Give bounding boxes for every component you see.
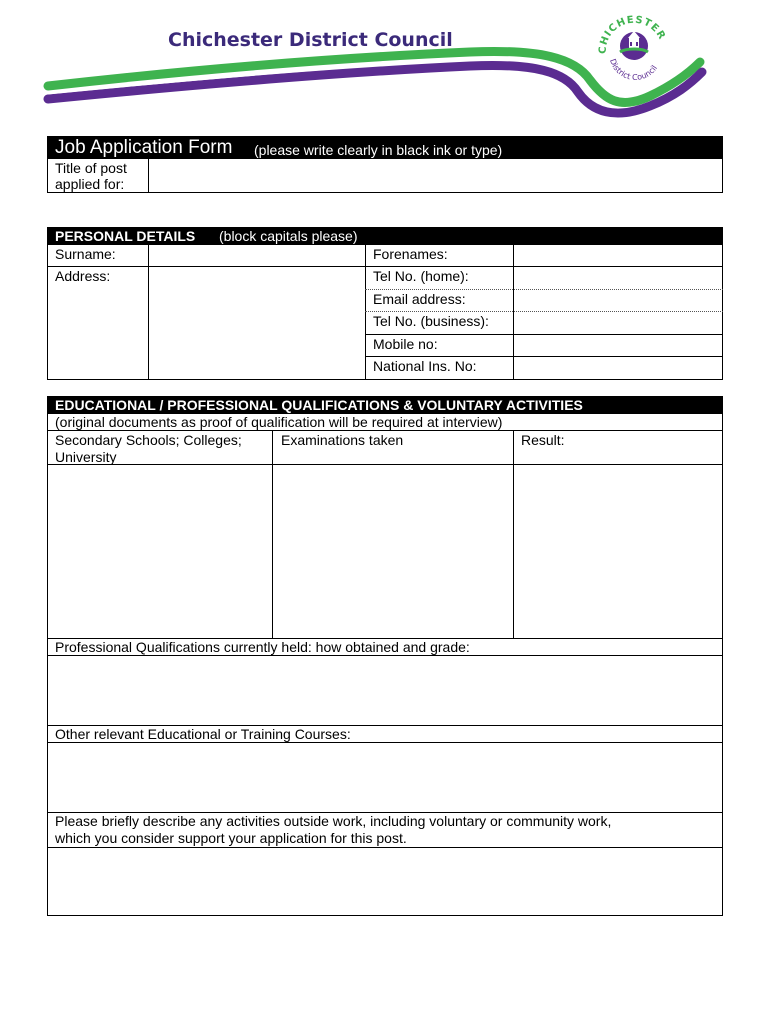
address-input[interactable] [149,267,364,379]
professional-input[interactable] [48,656,722,724]
email-label: Email address: [373,291,466,307]
other-courses-input[interactable] [48,743,722,811]
tel-home-label: Tel No. (home): [373,268,469,284]
post-label-line1: Title of post [55,160,127,176]
form-title-note: (please write clearly in black ink or type) [254,142,503,158]
tel-business-input[interactable] [514,312,722,333]
personal-heading-note: (block capitals please) [219,228,358,244]
col-result: Result: [521,432,565,448]
personal-heading: PERSONAL DETAILS [55,228,196,244]
logo-lower-text: District Council [607,57,660,82]
education-heading: EDUCATIONAL / PROFESSIONAL QUALIFICATIONS & VOLUNTARY ACTIVITIES [55,397,583,413]
surname-label: Surname: [55,246,116,262]
mobile-input[interactable] [514,335,722,355]
col-schools-line2: University [55,449,117,465]
surname-input[interactable] [149,245,364,265]
education-subheading: (original documents as proof of qualification will be required at interview) [55,414,503,430]
ni-input[interactable] [514,357,722,379]
council-logo-icon [596,14,674,86]
result-input[interactable] [514,465,722,637]
activities-label-line2: which you consider support your application for this post. [55,830,407,846]
other-courses-label: Other relevant Educational or Training Courses: [55,726,351,742]
forenames-input[interactable] [514,245,722,265]
col-schools-line1: Secondary Schools; Colleges; [55,432,242,448]
form-title: Job Application Form [55,137,233,158]
mobile-label: Mobile no: [373,336,438,352]
col-exams: Examinations taken [281,432,404,448]
post-label-line2: applied for: [55,176,125,192]
council-name: Chichester District Council [168,29,453,51]
exams-input[interactable] [273,465,512,637]
svg-text:District Council [608,58,659,82]
tel-home-input[interactable] [514,267,722,288]
ni-label: National Ins. No: [373,358,477,374]
activities-label-line1: Please briefly describe any activities outside work, including voluntary or community work, [55,813,612,829]
email-input[interactable] [514,290,722,310]
address-label: Address: [55,268,111,284]
forenames-label: Forenames: [373,246,448,262]
logo-ring-text: CHICHESTER [597,14,668,55]
activities-input[interactable] [48,848,722,915]
tel-business-label: Tel No. (business): [373,313,489,329]
professional-label: Professional Qualifications currently held: how obtained and grade: [55,639,470,655]
post-input[interactable] [149,159,722,192]
schools-input[interactable] [48,465,271,637]
